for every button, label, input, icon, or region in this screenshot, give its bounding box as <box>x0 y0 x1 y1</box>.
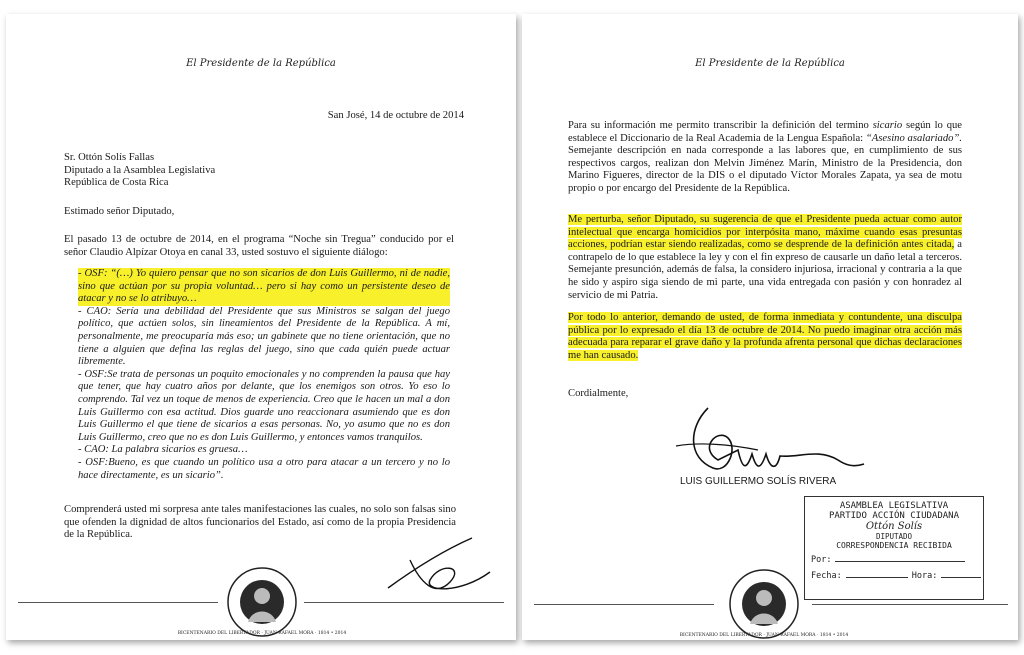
text-run: Semejante descripción en nada corresponde a las labores que, en cumplimiento de sus respectivos cargos, realizan don Melvin Jiménez Marín, Ministro de la Presidencia, don Marino Figueres, director de la DIS o el diputado Víctor Morales Zapata, ya sea de motu propio o por encargo del Presidente de la República. <box>568 145 962 194</box>
bicentennial-seal <box>177 566 347 638</box>
received-stamp <box>804 496 984 600</box>
definition-paragraph <box>568 120 962 196</box>
recipient-line: Diputado a la Asamblea Legislativa <box>64 164 216 176</box>
definition-quote: “Asesino asalariado”. <box>865 132 962 144</box>
highlighted-dialogue: - OSF: “(…) Yo quiero pensar que no son sicarios de don Luis Guillermo, ni de nadie, sino que actúan por su propia voluntad… pero si hay como un persistente deseo de atacar y no se lo atribuyo… <box>78 268 450 305</box>
stamp-line: PARTIDO ACCIÓN CIUDADANA <box>828 511 960 521</box>
seal-text: BICENTENARIO DEL LIBERTADOR · JUAN RAFAEL MORA · 1814 • 2014 <box>679 633 849 638</box>
stamp-por-row <box>811 555 983 565</box>
signature <box>668 398 868 488</box>
stamp-hora-label: Hora: <box>911 571 938 581</box>
stamp-fecha-label: Fecha: <box>811 571 842 581</box>
highlighted-text: Por todo lo anterior, demando de usted, de forma inmediata y contundente, una disculpa pública por lo expresado el día 13 de octubre de 2014. No puedo imaginar otra acción más adecuada para reparar el grave daño y la profunda afrenta personal que dichas declaraciones me han causado. <box>568 312 962 361</box>
text-run: a contrapelo de lo que establece la ley y con el fin expreso de causarle un daño letal a terceros. Semejante presunción, además de falsa, la considero injuriosa, irracional y contraria a la que he sido y aspiro siga siendo de mi parte, una vida entregada con pasión y con honradez al servicio de mi Patria. <box>568 239 962 301</box>
quoted-dialogue <box>78 268 450 482</box>
stamp-role: DIPUTADO <box>875 532 913 541</box>
stamp-por-label: Por: <box>811 555 832 565</box>
seal-text: BICENTENARIO DEL LIBERTADOR · JUAN RAFAEL MORA · 1814 • 2014 <box>177 631 347 636</box>
dialogue-line: - CAO: Sería una debilidad del Presidente que sus Ministros se salgan del juego político, que actúen solos, sin lineamientos del Presidente de la República. A mí, personalmente, me preocuparía más eso; un gabinete que no tiene orientación, que no tiene a alguien que defina las reglas del juego, sino que cada quién puede actuar libremente. <box>78 305 450 368</box>
letterhead-title: El Presidente de la República <box>186 58 336 69</box>
dialogue-line: - CAO: La palabra sicarios es gruesa… <box>78 444 248 456</box>
stamp-fecha-row <box>811 571 983 581</box>
recipient-block <box>64 152 215 190</box>
footer-rule-left <box>18 602 218 603</box>
letterhead-title: El Presidente de la República <box>695 58 845 69</box>
letter-page-2 <box>522 14 1018 640</box>
salutation: Estimado señor Diputado, <box>64 206 175 217</box>
stamp-line: ASAMBLEA LEGISLATIVA <box>839 501 949 511</box>
demand-paragraph <box>568 312 962 362</box>
term-sicario: sicario <box>872 120 903 131</box>
recipient-line: Sr. Ottón Solís Fallas <box>64 152 155 163</box>
footer-rule-right <box>812 604 1008 605</box>
dialogue-line: - OSF:Bueno, es que cuando un político usa a otro para atacar a un tercero y no lo hace directamente, es un sicario”. <box>78 456 450 481</box>
letter-page-1 <box>6 14 516 640</box>
intro-paragraph: El pasado 13 de octubre de 2014, en el programa “Noche sin Tregua” conducido por el señor Claudio Alpízar Otoya en canal 33, usted sostuvo el siguiente diálogo: <box>64 234 454 258</box>
stamp-line: CORRESPONDENCIA RECIBIDA <box>836 541 952 550</box>
initials-signature <box>380 532 500 602</box>
footer-rule-right <box>304 602 504 603</box>
stamp-name: Ottón Solís <box>865 521 923 532</box>
dialogue-line: - OSF:Se trata de personas un poquito emocionales y no comprenden la pausa que hay que tener, que hay cuatro años por delante, que los enemigos son otros. Yo eso lo comprendo. Tal vez un toque de menos de experiencia. Creo que le hacen un mal a don Luis Guillermo con esa actitud. Dios guarde uno reaccionara asumiendo que es don Luis Guillermo el que tiene de sicarios a esas personas. No, yo asumo que no es don Luis Guillermo, creo que no es don Luis Guillermo, y entonces vamos tranquilos. <box>78 368 450 443</box>
text-run: Para su información me permito transcribir la definición del termino <box>568 120 873 131</box>
perturbation-paragraph <box>568 214 962 302</box>
signatory-name: LUIS GUILLERMO SOLÍS RIVERA <box>680 476 837 487</box>
closing-salutation: Cordialmente, <box>568 388 629 399</box>
text-run: según lo que establece el Diccionario de la Real Academia de la Lengua Española: <box>568 120 962 144</box>
recipient-line: República de Costa Rica <box>64 177 169 189</box>
highlighted-text: Me perturba, señor Diputado, su sugerencia de que el Presidente pueda actuar como autor intelectual que encarga homicidios por interpósita mano, máxime cuando esas presuntas acciones, podrían estar siendo realizadas, como se desprende de la definición antes citada, <box>568 214 962 251</box>
closing-paragraph: Comprenderá usted mi sorpresa ante tales manifestaciones las cuales, no solo son falsas sino que ofenden la dignidad de altos funcionarios del Estado, así como de la propia Presidencia de la República. <box>64 504 456 541</box>
footer-rule-left <box>534 604 714 605</box>
letter-date: San José, 14 de octubre de 2014 <box>327 110 464 121</box>
